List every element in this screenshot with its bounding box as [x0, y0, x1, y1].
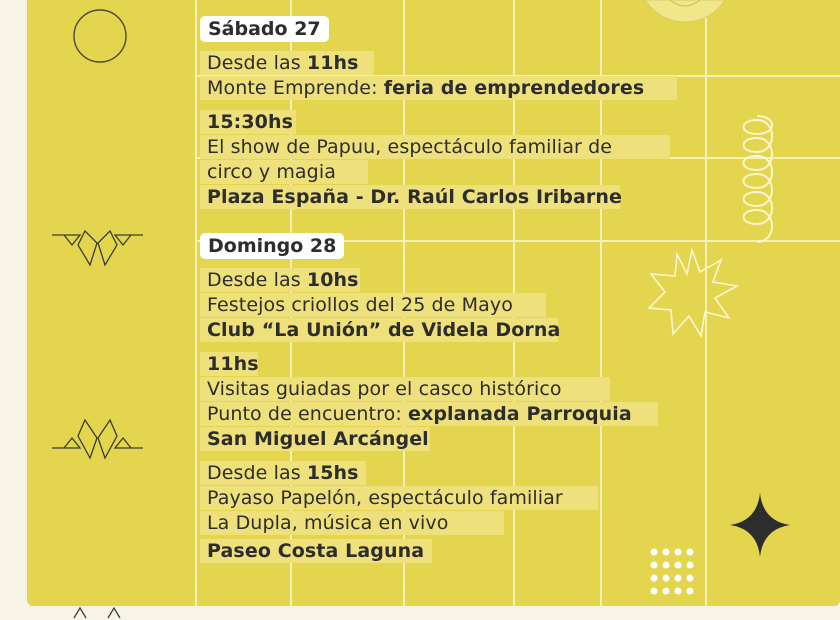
corner-blob-icon [640, 0, 730, 30]
event-description: La Dupla, música en vivo [207, 512, 449, 534]
leaf-motif-icon [50, 418, 145, 463]
leaf-motif-icon [72, 606, 122, 620]
day-badge-domingo: Domingo 28 [200, 233, 344, 259]
spring-coil-icon [735, 112, 780, 247]
day-badge-sabado: Sábado 27 [200, 16, 329, 42]
event-description: El show de Papuu, espectáculo familiar de [207, 136, 613, 158]
grid-line [195, 0, 197, 606]
event-meeting-point: Punto de encuentro: explanada Parroquia [207, 403, 632, 425]
event-place: Club “La Unión” de Videla Dorna [207, 319, 561, 341]
event-place: Paseo Costa Laguna [207, 540, 425, 562]
event-place: Plaza España - Dr. Raúl Carlos Iribarne [207, 186, 622, 208]
starburst-icon [645, 248, 740, 338]
event-time: Desde las 11hs [207, 52, 359, 74]
event-time: 11hs [207, 353, 259, 375]
event-time: Desde las 10hs [207, 269, 359, 291]
event-time: Desde las 15hs [207, 462, 359, 484]
event-description: circo y magia [207, 161, 336, 183]
event-description: Monte Emprende: feria de emprendedores [207, 77, 645, 99]
event-description: Visitas guiadas por el casco histórico [207, 378, 562, 400]
leaf-motif-icon [50, 225, 145, 270]
event-description: Payaso Papelón, espectáculo familiar [207, 487, 563, 509]
event-time: 15:30hs [207, 111, 294, 133]
dot-grid-icon [650, 548, 700, 596]
four-point-star-icon [730, 493, 790, 557]
event-description: Festejos criollos del 25 de Mayo [207, 294, 513, 316]
circle-outline-icon [70, 6, 130, 66]
event-place: San Miguel Arcángel [207, 428, 429, 450]
